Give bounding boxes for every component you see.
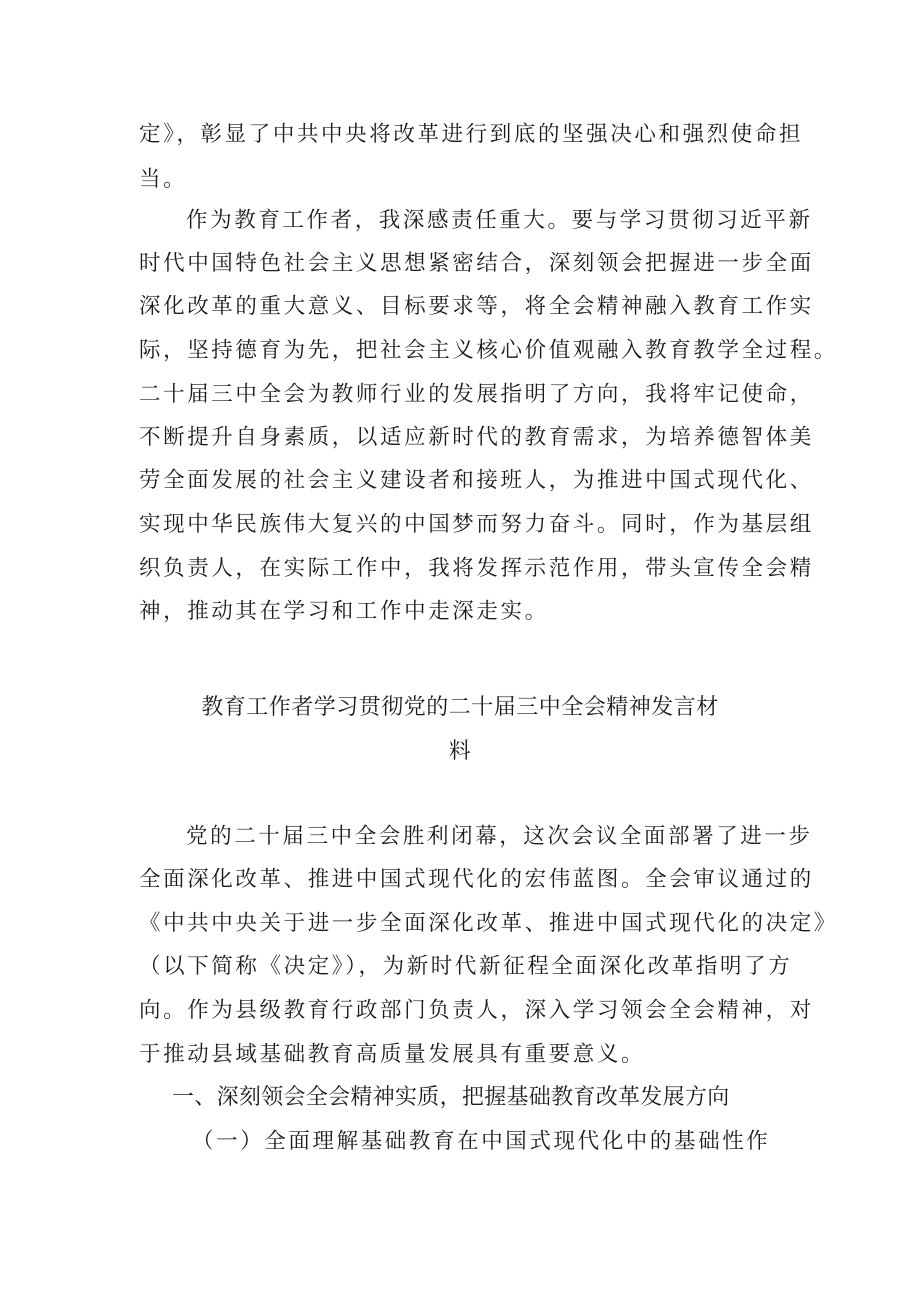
text-line: 不断提升自身素质，以适应新时代的教育需求，为培养德智体美 xyxy=(139,425,814,450)
text-line: 际，坚持德育为先，把社会主义核心价值观融入教育教学全过程。 xyxy=(139,338,838,363)
text-line: 深化改革的重大意义、目标要求等，将全会精神融入教育工作实 xyxy=(139,294,814,319)
text-line: 作为教育工作者，我深感责任重大。要与学习贯彻习近平新 xyxy=(186,208,813,233)
text-line: 全面深化改革、推进中国式现代化的宏伟蓝图。全会审议通过的 xyxy=(139,867,814,892)
text-line: 于推动县域基础教育高质量发展具有重要意义。 xyxy=(139,1042,646,1067)
section-heading: 一、深刻领会全会精神实质，把握基础教育改革发展方向 xyxy=(172,1085,730,1110)
text-line: 《中共中央关于进一步全面深化改革、推进中国式现代化的决定》 xyxy=(139,911,838,936)
text-line: 定》，彰显了中共中央将改革进行到底的坚强决心和强烈使命担 xyxy=(139,122,804,147)
document-title-continued: 料 xyxy=(448,739,472,764)
text-line: 向。作为县级教育行政部门负责人，深入学习领会全会精神，对 xyxy=(139,998,814,1023)
document-title: 教育工作者学习贯彻党的二十届三中全会精神发言材 xyxy=(201,695,719,720)
text-line: 织负责人，在实际工作中，我将发挥示范作用，带头宣传全会精 xyxy=(139,556,814,581)
text-line: 当。 xyxy=(139,167,188,192)
text-line: 二十届三中全会为教师行业的发展指明了方向，我将牢记使命， xyxy=(139,382,814,407)
text-line: 实现中华民族伟大复兴的中国梦而努力奋斗。同时，作为基层组 xyxy=(139,512,814,537)
text-line: 神，推动其在学习和工作中走深走实。 xyxy=(139,599,549,624)
text-line: 时代中国特色社会主义思想紧密结合，深刻领会把握进一步全面 xyxy=(139,251,814,276)
text-line: 党的二十届三中全会胜利闭幕，这次会议全面部署了进一步 xyxy=(186,824,813,849)
text-line: 劳全面发展的社会主义建设者和接班人，为推进中国式现代化、 xyxy=(139,468,814,493)
text-line: （以下简称《决定》），为新时代新征程全面深化改革指明了方 xyxy=(139,954,793,979)
subsection-heading: （一）全面理解基础教育在中国式现代化中的基础性作 xyxy=(192,1129,771,1154)
